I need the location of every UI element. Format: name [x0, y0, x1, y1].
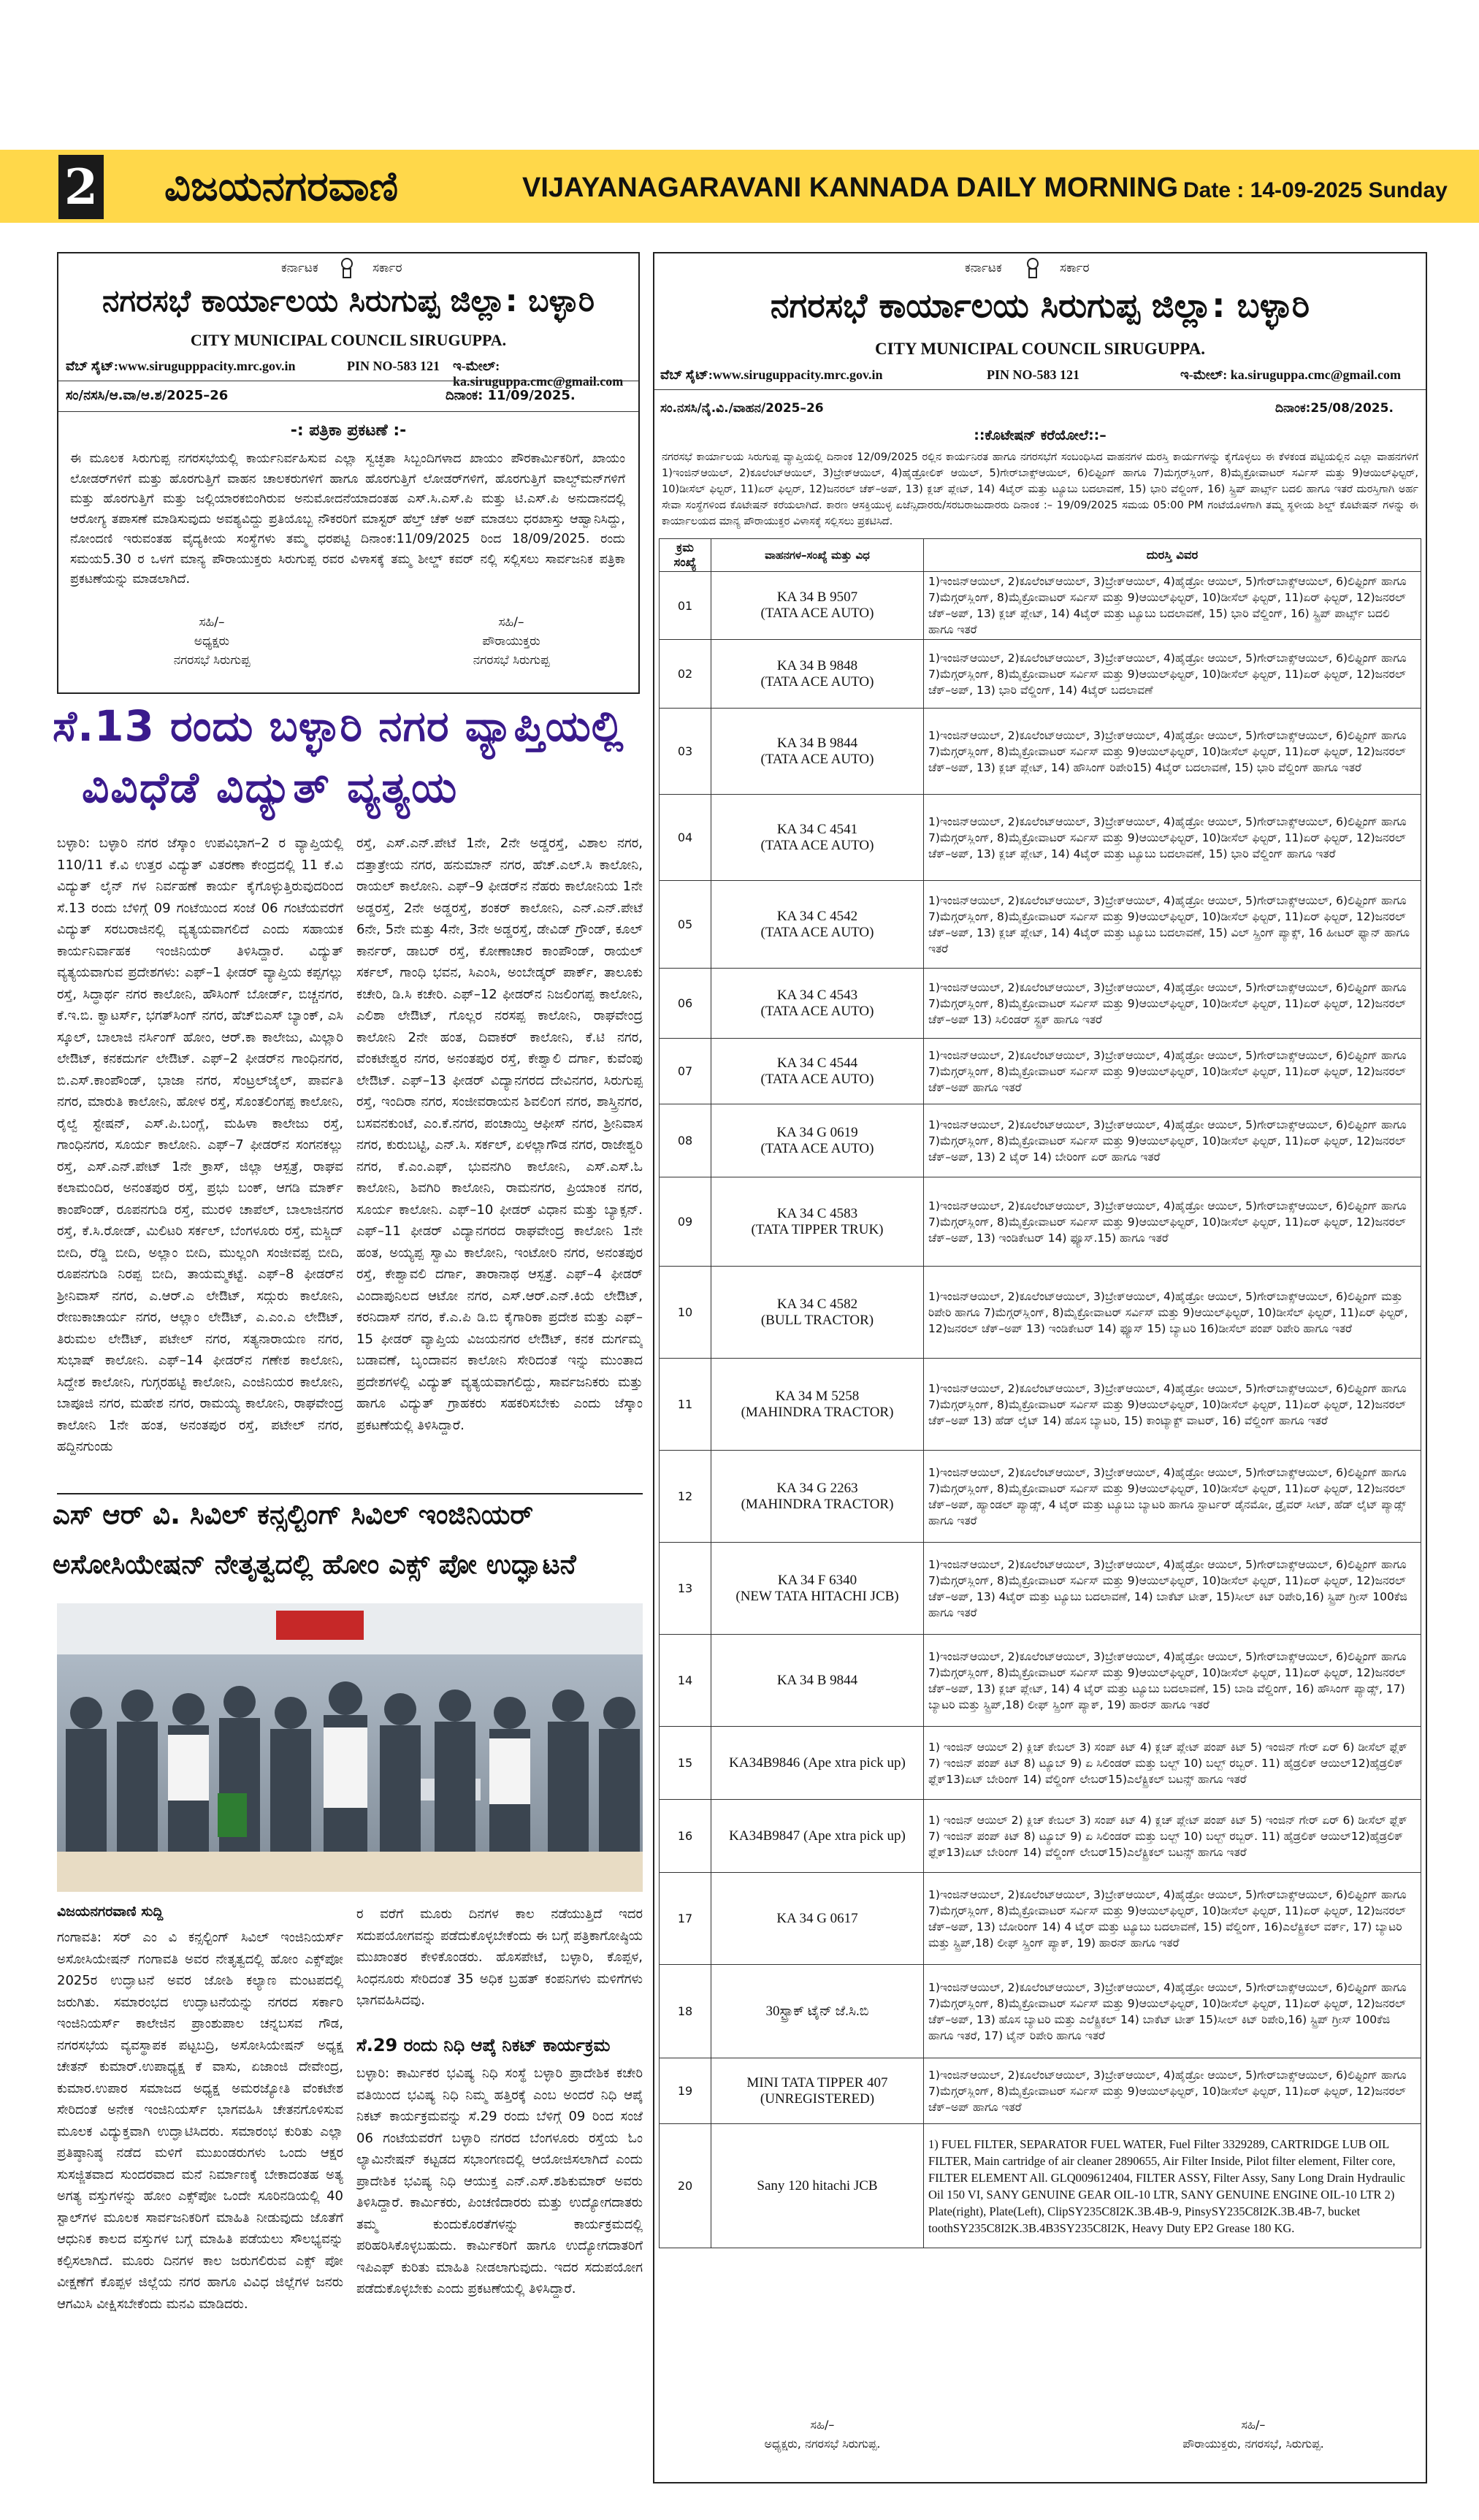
row-repairs: 1)ಇಂಜಿನ್‌ಆಯಿಲ್, 2)ಕೂಲೆಂಟ್‌ಆಯಿಲ್, 3)ಬ್ರೇಕ್‌ಆಯಿಲ್, 4)ಹೈಡ್ರೋ ಆಯಿಲ್, 5)ಗೇರ್‌ಬಾಕ್ಸ್‌ಆಯಿಲ್, 6)ಲಿಫ್ಟಿಂಗ್ ಹಾಗೂ 7)ಮೆಗ್ಗರ್‌ಸ್ಲಿಂಗ್, 8)ಮೈಕ್ರೋವಾಟರ್ ಸರ್ವಿಸ್ ಮತ್ತು 9)ಆಯಿಲ್‌ಫಿಲ್ಟರ್, 10)ಡೀಸೆಲ್ ಫಿಲ್ಟರ್, 11)ಏರ್ ಫಿಲ್ಟರ್, 12)ಜನರಲ್ ಚೆಕ್–ಅಪ್, 13) ಭಾರಿ ವೆಲ್ಡಿಂಗ್, 14) 4ಟೈರ್ ಬದಲಾವಣೆ [924, 640, 1421, 709]
expo-group-photo [57, 1603, 643, 1892]
vehicle-type: (MAHINDRA TRACTOR) [741, 1404, 894, 1420]
vehicle-number: KA34B9846 (Ape xtra pick up) [729, 1755, 906, 1771]
row-serial: 18 [660, 1965, 711, 2058]
vehicle-type: (TATA ACE AUTO) [760, 751, 874, 767]
vehicle-number: KA 34 C 4541 [776, 821, 858, 837]
row-vehicle [711, 640, 924, 709]
vehicle-number: KA 34 C 4582 [776, 1296, 858, 1312]
row-repairs: 1)ಇಂಜಿನ್‌ಆಯಿಲ್, 2)ಕೂಲೆಂಟ್‌ಆಯಿಲ್, 3)ಬ್ರೇಕ್‌ಆಯಿಲ್, 4)ಹೈಡ್ರೋ ಆಯಿಲ್, 5)ಗೇರ್‌ಬಾಕ್ಸ್‌ಆಯಿಲ್, 6)ಲಿಫ್ಟಿಂಗ್ ಹಾಗೂ 7)ಮೆಗ್ಗರ್‌ಸ್ಲಿಂಗ್, 8)ಮೈಕ್ರೋವಾಟರ್ ಸರ್ವಿಸ್ ಮತ್ತು 9)ಆಯಿಲ್‌ಫಿಲ್ಟರ್, 10)ಡೀಸೆಲ್ ಫಿಲ್ಟರ್, 11)ಏರ್ ಫಿಲ್ಟರ್, 12)ಜನರಲ್ ಚೆಕ್–ಅಪ್, 13) ಕ್ಲಚ್ ಪ್ಲೇಟ್, 14) 4ಟೈರ್ ಮತ್ತು ಟ್ಯೂಬು ಬದಲಾವಣೆ, 15) ಭಾರಿ ವೆಲ್ಡಿಂಗ್ ಹಾಗೂ ಇತರೆ [924, 795, 1421, 881]
notice-date: ದಿನಾಂಕ:25/08/2025. [1275, 401, 1394, 416]
signature-right [1107, 2416, 1399, 2454]
row-serial: 17 [660, 1873, 711, 1965]
row-repairs: 1)ಇಂಜಿನ್‌ಆಯಿಲ್, 2)ಕೂಲೆಂಟ್‌ಆಯಿಲ್, 3)ಬ್ರೇಕ್‌ಆಯಿಲ್, 4)ಹೈಡ್ರೋ ಆಯಿಲ್, 5)ಗೇರ್‌ಬಾಕ್ಸ್‌ಆಯಿಲ್, 6)ಲಿಫ್ಟಿಂಗ್ ಹಾಗೂ 7)ಮೆಗ್ಗರ್‌ಸ್ಲಿಂಗ್, 8)ಮೈಕ್ರೋವಾಟರ್ ಸರ್ವಿಸ್ ಮತ್ತು 9)ಆಯಿಲ್‌ಫಿಲ್ಟರ್, 10)ಡೀಸೆಲ್ ಫಿಲ್ಟರ್, 11)ಏರ್ ಫಿಲ್ಟರ್, 12)ಜನರಲ್ ಚೆಕ್–ಅಪ್ 13) ಸಿಲಿಂಡರ್ ಸ್ಟ್ರಕ್ ಹಾಗೂ ಇತರೆ [924, 969, 1421, 1039]
vehicle-number: KA 34 B 9844 [776, 735, 858, 751]
table-row [660, 1965, 1421, 2058]
row-vehicle [711, 1965, 924, 2058]
row-repairs: 1) ಇಂಜಿನ್ ಆಯಿಲ್ 2) ಕ್ಲಿಚ್ ಕೇಬಲ್ 3) ಸಂಪ್ ಕಿಟ್ 4) ಕ್ಲಚ್ ಪ್ಲೇಟ್ ಪಂಪ್ ಕಿಟ್ 5) ಇಂಜಿನ್ ಗೇರ್ ಏರ್ 6) ಡೀಸೆಲ್ ಫ್ಲೆಕ್ 7) ಇಂಜಿನ್ ಪಂಪ್ ಕಿಟ್ 8) ಟ್ಯೂಬ್ 9) ಏ ಸಿಲಿಂಡರ್ ಮತ್ತು ಬಲ್ಬ್ 10) ಬಲ್ಬ್ ರಬ್ಬರ್. 11) ಹೈಡ್ರಲಿಕ್ ಆಯಿಲ್12)ಹೈಡ್ರಲಿಕ್ ಫ್ಲೆಕ್13)ಏಟ್ ಬೇರಿಂಗ್ 14) ವೆಲ್ಡಿಂಗ್ ಲೇಬರ್15)ಎಲೆಕ್ಟ್ರಿಕಲ್ ಬಟನ್ಸ್ ಹಾಗೂ ಇತರೆ [924, 1727, 1421, 1800]
vehicle-number: KA 34 G 0619 [776, 1124, 858, 1140]
photo-illustration [57, 1603, 643, 1892]
row-serial: 06 [660, 969, 711, 1039]
row-repairs: 1)ಇಂಜಿನ್‌ಆಯಿಲ್, 2)ಕೂಲೆಂಟ್‌ಆಯಿಲ್, 3)ಬ್ರೇಕ್‌ಆಯಿಲ್, 4)ಹೈಡ್ರೋ ಆಯಿಲ್, 5)ಗೇರ್‌ಬಾಕ್ಸ್‌ಆಯಿಲ್, 6)ಲಿಫ್ಟಿಂಗ್ ಹಾಗೂ 7)ಮೆಗ್ಗರ್‌ಸ್ಲಿಂಗ್, 8)ಮೈಕ್ರೋವಾಟರ್ ಸರ್ವಿಸ್ ಮತ್ತು 9)ಆಯಿಲ್‌ಫಿಲ್ಟರ್, 10)ಡೀಸೆಲ್ ಫಿಲ್ಟರ್, 11)ಏರ್ ಫಿಲ್ಟರ್, 12)ಜನರಲ್ ಚೆಕ್–ಅಪ್, 13) ಬೋರಿಂಗ್ 14) 4 ಟೈರ್ ಮತ್ತು ಟ್ಯೂಬು ಬದಲಾವಣೆ, 15) ವೆಲ್ಡಿಂಗ್, 16)ಎಲೆಕ್ಟ್ರಿಕಲ್ ವರ್ಕ್, 17) ಬ್ಯಾಟರಿ ಮತ್ತು ಸ್ಟ್ರಿಪ್,18) ಲೀಫ್ ಸ್ಪ್ರಿಂಗ್ ಪ್ಯಾಕ್, 19) ಹಾರನ್ ಹಾಗೂ ಇತರೆ [924, 1873, 1421, 1965]
vehicle-number: KA 34 C 4544 [776, 1055, 858, 1071]
row-serial: 07 [660, 1039, 711, 1104]
story1-column-2: ರಸ್ತೆ, ಎಸ್.ಎನ್.ಪೇಟೆ 1ನೇ, 2ನೇ ಅಡ್ಡರಸ್ತೆ, ವಿಶಾಲ ನಗರ, ದತ್ತಾತ್ರೇಯ ನಗರ, ಹನುಮಾನ್ ನಗರ, ಹೆಚ್.ಎಲ್.ಸಿ ಕಾಲೋನಿ, ರಾಯಲ್ ಕಾಲೋನಿ. ಎಫ್–9 ಫೀಡರ್‌ನ ನೆಹರು ಕಾಲೋನಿಯ 1ನೇ ಅಡ್ಡರಸ್ತೆ, 2ನೇ ಅಡ್ಡರಸ್ತೆ, ಶಂಕರ್ ಕಾಲೋನಿ, ಎನ್.ಎನ್.ಪೇಟೆ 6ನೇ, 5ನೇ ಮತ್ತು 4ನೇ, 3ನೇ ಅಡ್ಡರಸ್ತೆ, ಡೇವಿಡ್ ಗ್ರೌಂಡ್, ಕೂಲ್ ಕಾರ್ನರ್, ಡಾಬರ್ ರಸ್ತೆ, ಕೋಣಾಚಾರ ಕಾಂಪೌಂಡ್, ರಾಯಲ್ ಸರ್ಕಲ್, ಗಾಂಧಿ ಭವನ, ಸಿಎಂಸಿ, ಅಂಬೇಡ್ಕರ್ ಪಾರ್ಕ್, ತಾಲೂಕು ಕಚೇರಿ, ಡಿ.ಸಿ ಕಚೇರಿ. ಎಫ್–12 ಫೀಡರ್‌ನ ನಿಜಲಿಂಗಪ್ಪ ಕಾಲೋನಿ, ಎಲಿಶಾ ಲೇಔಟ್, ಗೊಲ್ಲರ ನರಸಪ್ಪ ಕಾಲೋನಿ, ರಾಘವೇಂದ್ರ ಕಾಲೋನಿ 2ನೇ ಹಂತ, ದಿವಾಕರ್ ಕಾಲೋನಿ, ಕೆ.ಟಿ ನಗರ, ವೆಂಕಟೇಶ್ವರ ನಗರ, ಅನಂತಪುರ ರಸ್ತೆ, ಕೇಶ್ವಾಲಿ ದರ್ಗಾ, ಕುವೆಂಪು ಲೇಔಟ್. ಎಫ್–13 ಫೀಡರ್ ವಿದ್ಯಾನಗರದ ದೇವಿನಗರ, ಸಿರುಗುಪ್ಪ ರಸ್ತೆ, ಇಂದಿರಾ ನಗರ, ಸಂಜೀವರಾಯನ ಶಿವಲಿಂಗ ನಗರ, ಶಾಸ್ತ್ರಿನಗರ, ಬಸವನಕುಂಟೆ, ಎಂ.ಕೆ.ನಗರ, ಪಂಚಾಯ್ತಿ ಆಫೀಸ್ ನಗರ, ಶ್ರೀನಿವಾಸ ನಗರ, ಕುರುಬಟ್ಟಿ, ಎನ್.ಸಿ. ಸರ್ಕಲ್, ಏಳಲ್ಲಾಗೌಡ ನಗರ, ರಾಜೇಶ್ವರಿ ನಗರ, ಕೆ.ಎಂ.ಎಫ್, ಭುವನಗಿರಿ ಕಾಲೋನಿ, ಎಸ್.ಎಸ್.ಓ ಕಾಲೋನಿ, ಶಿವಗಿರಿ ಕಾಲೋನಿ, ರಾಮನಗರ, ಪ್ರಿಯಾಂಕ ನಗರ, ಸೂರ್ಯ ಕಾಲೋನಿ. ಎಫ್–10 ಫೀಡರ್ ವಿಧಾನ ಮತ್ತು ಬ್ಯಾಕ್ಸನ್. ಎಫ್–11 ಫೀಡರ್ ವಿದ್ಯಾನಗರದ ರಾಘವೇಂದ್ರ ಕಾಲೋನಿ 1ನೇ ಹಂತ, ಅಯ್ಯಪ್ಪ ಸ್ವಾಮಿ ಕಾಲೋನಿ, ಇಂಟೋರಿ ನಗರ, ಅನಂತಪುರ ರಸ್ತೆ, ಕೇಶ್ವಾವಲಿ ದರ್ಗಾ, ತಾರಾನಾಥ ಆಸ್ಪತ್ರೆ. ಎಫ್–4 ಫೀಡರ್ ವಿಂದಾಪುನಿಲದ ಆಟೋ ನಗರ, ಎಸ್.ಆರ್.ಎನ್.ಕಿಯೆ ಲೇಔಟ್, ಕರನಿದಾಸ್ ನಗರ, ಕೆ.ಎ.ಪಿ ಡಿ.ಬಿ ಕೈಗಾರಿಕಾ ಪ್ರದೇಶ ಮತ್ತು ಎಫ್–15 ಫೀಡರ್ ವ್ಯಾಪ್ತಿಯ ವಿಜಯನಗರ ಲೇಔಟ್, ಕನಕ ದುರ್ಗಮ್ಮ ಬಡಾವಣೆ, ಬೃಂದಾವನ ಕಾಲೋನಿ ಸೇರಿದಂತೆ ಇನ್ನು ಮುಂತಾದ ಪ್ರದೇಶಗಳಲ್ಲಿ ವಿದ್ಯುತ್ ವ್ಯತ್ಯಯವಾಗಲಿದ್ದು, ಸಾರ್ವಜನಿಕರು ಮತ್ತು ಹಾಗೂ ವಿದ್ಯುತ್ ಗ್ರಾಹಕರು ಸಹಕರಿಸಬೇಕು ಎಂದು ಜೆಸ್ಕಾಂ ಪ್ರಕಟಣೆಯಲ್ಲಿ ತಿಳಿಸಿದ್ದಾರೆ. [356, 836, 643, 1433]
row-repairs: 1) ಇಂಜಿನ್ ಆಯಿಲ್ 2) ಕ್ಲಿಚ್ ಕೇಬಲ್ 3) ಸಂಪ್ ಕಿಟ್ 4) ಕ್ಲಚ್ ಪ್ಲೇಟ್ ಪಂಪ್ ಕಿಟ್ 5) ಇಂಜಿನ್ ಗೇರ್ ಏರ್ 6) ಡೀಸೆಲ್ ಫ್ಲೆಕ್ 7) ಇಂಜಿನ್ ಪಂಪ್ ಕಿಟ್ 8) ಟ್ಯೂಬ್ 9) ಏ ಸಿಲಿಂಡರ್ ಮತ್ತು ಬಲ್ಬ್ 10) ಬಲ್ಬ್ ರಬ್ಬರ್. 11) ಹೈಡ್ರಲಿಕ್ ಆಯಿಲ್12)ಹೈಡ್ರಲಿಕ್ ಫ್ಲೆಕ್13)ಏಟ್ ಬೇರಿಂಗ್ 14) ವೆಲ್ಡಿಂಗ್ ಲೇಬರ್15)ಎಲೆಕ್ಟ್ರಿಕಲ್ ಬಟನ್ಸ್ ಹಾಗೂ ಇತರೆ [924, 1800, 1421, 1873]
divider [654, 389, 1426, 390]
row-repairs: 1)ಇಂಜಿನ್‌ಆಯಿಲ್, 2)ಕೂಲೆಂಟ್‌ಆಯಿಲ್, 3)ಬ್ರೇಕ್‌ಆಯಿಲ್, 4)ಹೈಡ್ರೋ ಆಯಿಲ್, 5)ಗೇರ್‌ಬಾಕ್ಸ್‌ಆಯಿಲ್, 6)ಲಿಫ್ಟಿಂಗ್ ಹಾಗೂ 7)ಮೆಗ್ಗರ್‌ಸ್ಲಿಂಗ್, 8)ಮೈಕ್ರೋವಾಟರ್ ಸರ್ವಿಸ್ ಮತ್ತು 9)ಆಯಿಲ್‌ಫಿಲ್ಟರ್, 10)ಡೀಸೆಲ್ ಫಿಲ್ಟರ್, 11)ಏರ್ ಫಿಲ್ಟರ್, 12)ಜನರಲ್ ಚೆಕ್–ಅಪ್, 13) 4ಟೈರ್ ಮತ್ತು ಟ್ಯೂಬು ಬದಲಾವಣೆ, 14) ಬಾಕೆಟ್ ಟೀತ್, 15)ಸೀಲ್ ಕಿಟ್ ರಿಪೇರಿ,16) ಸ್ಟ್ರಿಪ್ ಗ್ರೀಸ್ 100ಕೆಜಿ ಹಾಗೂ ಇತರೆ [924, 1543, 1421, 1635]
story2-headline-line1: ಎಸ್ ಆರ್ ವಿ. ಸಿವಿಲ್ ಕನ್ಸಲ್ಟಿಂಗ್ ಸಿವಿಲ್ ಇಂಜಿನಿಯರ್ [53, 1499, 533, 1530]
signature-left [684, 2416, 961, 2454]
table-row [660, 795, 1421, 881]
table-row [660, 969, 1421, 1039]
notice-quotation [653, 252, 1427, 2483]
story3-headline: ಸೆ.29 ರಂದು ನಿಧಿ ಆಪ್ಕೆ ನಿಕಟ್ ಕಾರ್ಯಕ್ರಮ [356, 2035, 611, 2055]
table-row [660, 881, 1421, 969]
row-serial: 10 [660, 1267, 711, 1359]
sign-text: ಸಹಿ/– [199, 615, 225, 630]
row-vehicle [711, 1873, 924, 1965]
row-repairs: 1)ಇಂಜಿನ್‌ಆಯಿಲ್, 2)ಕೂಲೆಂಟ್‌ಆಯಿಲ್, 3)ಬ್ರೇಕ್‌ಆಯಿಲ್, 4)ಹೈಡ್ರೋ ಆಯಿಲ್, 5)ಗೇರ್‌ಬಾಕ್ಸ್‌ಆಯಿಲ್, 6)ಲಿಫ್ಟಿಂಗ್ ಮತ್ತು ರಿಪೇರಿ ಹಾಗೂ 7)ಮೆಗ್ಗರ್‌ಸ್ಲಿಂಗ್, 8)ಮೈಕ್ರೋವಾಟರ್ ಸರ್ವಿಸ್ ಮತ್ತು 9)ಆಯಿಲ್‌ಫಿಲ್ಟರ್, 10)ಡೀಸೆಲ್ ಫಿಲ್ಟರ್, 11)ಏರ್ ಫಿಲ್ಟರ್, 12)ಜನರಲ್ ಚೆಕ್–ಅಪ್ 13) ಇಂಡಿಕೇಟರ್ 14) ಫ್ಯೂಸ್ 15) ಬ್ಯಾಟರಿ 16)ಡೀಸೆಲ್ ಪಂಪ್ ರಿಪೇರಿ ಹಾಗೂ ಇತರೆ [924, 1267, 1421, 1359]
table-row [660, 1451, 1421, 1543]
vehicle-type: (NEW TATA HITACHI JCB) [735, 1588, 899, 1604]
row-vehicle [711, 1543, 924, 1635]
sign-title: ಪೌರಾಯುಕ್ತರು, ನಗರಸಭೆ, ಸಿರುಗುಪ್ಪ. [1182, 2437, 1324, 2451]
table-row [660, 1104, 1421, 1177]
row-vehicle [711, 969, 924, 1039]
row-serial: 11 [660, 1359, 711, 1451]
sign-text: ಸಹಿ/– [498, 615, 524, 630]
story1-headline-line1: ಸೆ.13 ರಂದು ಬಳ್ಳಾರಿ ನಗರ ವ್ಯಾಪ್ತಿಯಲ್ಲಿ [53, 701, 624, 751]
vehicle-number: KA 34 M 5258 [775, 1388, 860, 1404]
table-row [660, 1727, 1421, 1800]
vehicle-number: KA 34 B 9848 [776, 657, 858, 673]
vehicle-number: KA 34 G 2263 [776, 1480, 858, 1496]
row-serial: 12 [660, 1451, 711, 1543]
state-emblem-icon [337, 256, 356, 280]
office-name-kannada: ನಗರಸಭೆ ಕಾರ್ಯಾಲಯ ಸಿರುಗುಪ್ಪ ಜಿಲ್ಲಾ: ಬಳ್ಳಾರಿ [770, 286, 1310, 325]
footer-signatures [654, 2416, 1426, 2474]
email: ಇ-ಮೇಲ್: ka.siruguppa.cmc@gmail.com [453, 359, 624, 389]
row-vehicle [711, 1451, 924, 1543]
header-vehicle: ವಾಹನಗಳ–ಸಂಖ್ಯೆ ಮತ್ತು ವಿಧ [711, 539, 924, 572]
table-header-row [660, 539, 1421, 572]
email: ಇ-ಮೇಲ್: ka.siruguppa.cmc@gmail.com [1180, 367, 1401, 382]
vehicle-number: KA 34 C 4542 [776, 908, 858, 924]
vehicle-number: KA 34 C 4543 [776, 987, 858, 1003]
column-divider [57, 1493, 643, 1494]
row-serial: 09 [660, 1177, 711, 1267]
state-emblem-icon [1023, 256, 1042, 280]
vehicle-type: (MAHINDRA TRACTOR) [741, 1496, 894, 1512]
vehicle-type: (TATA ACE AUTO) [760, 673, 874, 690]
pin-code: PIN NO-583 121 [347, 359, 440, 373]
govt-label-right: ಸರ್ಕಾರ [372, 261, 402, 275]
sign-office: ನಗರಸಭೆ ಸಿರುಗುಪ್ಪ [473, 653, 550, 668]
row-vehicle [711, 1635, 924, 1727]
row-vehicle [711, 1800, 924, 1873]
row-repairs: 1)ಇಂಜಿನ್‌ಆಯಿಲ್, 2)ಕೂಲೆಂಟ್‌ಆಯಿಲ್, 3)ಬ್ರೇಕ್‌ಆಯಿಲ್, 4)ಹೈಡ್ರೋ ಆಯಿಲ್, 5)ಗೇರ್‌ಬಾಕ್ಸ್‌ಆಯಿಲ್, 6)ಲಿಫ್ಟಿಂಗ್ ಹಾಗೂ 7)ಮೆಗ್ಗರ್‌ಸ್ಲಿಂಗ್, 8)ಮೈಕ್ರೋವಾಟರ್ ಸರ್ವಿಸ್ ಮತ್ತು 9)ಆಯಿಲ್‌ಫಿಲ್ಟರ್, 10)ಡೀಸೆಲ್ ಫಿಲ್ಟರ್, 11)ಏರ್ ಫಿಲ್ಟರ್, 12)ಜನರಲ್ ಚೆಕ್–ಅಪ್, 13) ಕ್ಲಚ್ ಪ್ಲೇಟ್, 14) 4ಟೈರ್ ಮತ್ತು ಟ್ಯೂಬು ಬದಲಾವಣೆ, 15) ಭಾರಿ ವೆಲ್ಡಿಂಗ್, 16) ಸ್ಟ್ರಿಪ್ ಪಾರ್ಟ್ಸ್ ಬದಲಿ ಹಾಗೂ ಇತರೆ [924, 572, 1421, 640]
row-serial: 20 [660, 2124, 711, 2248]
story2-column-2: ರ ವರೆಗೆ ಮೂರು ದಿನಗಳ ಕಾಲ ನಡೆಯುತ್ತಿದೆ ಇದರ ಸದುಪಯೋಗವನ್ನು ಪಡೆದುಕೊಳ್ಳಬೇಕೆಂದು ಈ ಬಗ್ಗೆ ಪತ್ರಿಕಾಗೋಷ್ಠಿಯ ಮುಖಾಂತರ ಕೇಳಿಕೊಂಡರು. ಹೊಸಪೇಟೆ, ಬಳ್ಳಾರಿ, ಕೊಪ್ಪಳ, ಸಿಂಧನೂರು ಸೇರಿದಂತೆ 35 ಅಧಿಕ ಬ್ರಹತ್ ಕಂಪನಿಗಳು ಮಳಿಗೆಗಳು ಭಾಗವಹಿಸಿದವು. [356, 1906, 643, 2008]
sign-title: ಪೌರಾಯುಕ್ತರು [482, 634, 540, 649]
row-repairs: 1)ಇಂಜಿನ್‌ಆಯಿಲ್, 2)ಕೂಲೆಂಟ್‌ಆಯಿಲ್, 3)ಬ್ರೇಕ್‌ಆಯಿಲ್, 4)ಹೈಡ್ರೋ ಆಯಿಲ್, 5)ಗೇರ್‌ಬಾಕ್ಸ್‌ಆಯಿಲ್, 6)ಲಿಫ್ಟಿಂಗ್ ಹಾಗೂ 7)ಮೆಗ್ಗರ್‌ಸ್ಲಿಂಗ್, 8)ಮೈಕ್ರೋವಾಟರ್ ಸರ್ವಿಸ್ ಮತ್ತು 9)ಆಯಿಲ್‌ಫಿಲ್ಟರ್, 10)ಡೀಸೆಲ್ ಫಿಲ್ಟರ್, 11)ಏರ್ ಫಿಲ್ಟರ್, 12)ಜನರಲ್ ಚೆಕ್–ಅಪ್, 13) ಹೊಸ ಬ್ಯಾಟರಿ ಮತ್ತು ಎಲೆಕ್ಟ್ರಿಕಲ್ 14) ಬಾಕೆಟ್ ಟೀತ್ 15)ಸೀಲ್ ಕಿಟ್ ರಿಪೇರಿ,16) ಸ್ಟ್ರಿಪ್ ಗ್ರೀಸ್ 100ಕೆಜಿ ಹಾಗೂ ಇತರೆ, 17) ಟೈನ್ ರಿಪೇರಿ ಹಾಗೂ ಇತರೆ [924, 1965, 1421, 2058]
row-vehicle [711, 1104, 924, 1177]
vehicle-number: KA34B9847 (Ape xtra pick up) [729, 1828, 906, 1844]
pin-code: PIN NO-583 121 [987, 367, 1079, 382]
website: ವೆಬ್ ಸೈಟ್:www.siruguppacity.mrc.gov.in [660, 367, 883, 382]
vehicle-number: KA 34 G 0617 [776, 1910, 858, 1926]
table-row [660, 1359, 1421, 1451]
row-serial: 08 [660, 1104, 711, 1177]
brand-english: VIJAYANAGARAVANI KANNADA DAILY MORNING [522, 172, 1179, 203]
sign-office: ನಗರಸಭೆ ಸಿರುಗುಪ್ಪ [173, 653, 251, 668]
table-row [660, 1635, 1421, 1727]
header-serial: ಕ್ರಮ ಸಂಖ್ಯೆ [660, 539, 711, 572]
row-serial: 01 [660, 572, 711, 640]
row-vehicle [711, 2058, 924, 2124]
vehicle-number: KA 34 B 9507 [776, 589, 858, 605]
govt-label-right: ಸರ್ಕಾರ [1060, 261, 1090, 275]
page-number: 2 [58, 155, 104, 219]
row-serial: 19 [660, 2058, 711, 2124]
notice-body: ಈ ಮೂಲಕ ಸಿರುಗುಪ್ಪ ನಗರಸಭೆಯಲ್ಲಿ ಕಾರ್ಯನಿರ್ವಹಿಸುವ ಎಲ್ಲಾ ಸ್ವಚ್ಛತಾ ಸಿಬ್ಬಂದಿಗಳಾದ ಖಾಯಂ ಪೌರಕಾರ್ಮಿಕರಿಗೆ, ಖಾಯಂ ಲೋಡರ್‌ಗಳಿಗೆ ಮತ್ತು ಹೊರಗುತ್ತಿಗೆ ವಾಹನ ಚಾಲಕರುಗಳಿಗೆ ಹಾಗೂ ಹೊರಗುತ್ತಿಗೆ ಲೋಡರ್‌ಗಳಿಗೆ, ಹೊರಗುತ್ತಿಗೆ ವಾಲ್ವ್‌ಮನ್‌ಗಳಿಗೆ ಮತ್ತು ಹೊರಗುತ್ತಿಗೆ ಮತ್ತು ಜಲ್ಲಿಯಾರಕಬಿಂಗಿರುವ ಅನುಮೋದನೆಯಾದಂತಹ ಎಸ್.ಸಿ.ಎಸ್.ಪಿ ಮತ್ತು ಟಿ.ಎಸ್.ಪಿ ಅನುದಾನದಲ್ಲಿ ಆರೋಗ್ಯ ತಪಾಸಣೆ ಮಾಡಿಸುವುದು ಅವಶ್ಯವಿದ್ದು ಪ್ರತಿಯೊಬ್ಬ ನೌಕರರಿಗೆ ಮಾಸ್ಟರ್ ಹೆಲ್ತ್ ಚೆಕ್ ಅಪ್ ಮಾಡಲು ಧರಖಾಸ್ತು ಆಹ್ವಾನಿಸಿದ್ದು, ನೋಂದಣಿ ಇರುವಂತಹ ವೈದ್ಯಕೀಯ ಸಂಸ್ಥೆಗಳು ತಮ್ಮ ಧರಪಟ್ಟಿ ದಿನಾಂಕ:11/09/2025 ರಿಂದ 18/09/2025. ರಂದು ಸಮಯ5.30 ರ ಒಳಗೆ ಮಾನ್ಯ ಪೌರಾಯುಕ್ತರು ಸಿರುಗುಪ್ಪ ರವರ ವಿಳಾಸಕ್ಕೆ ತಮ್ಮ ಶೀಲ್ಡ್ ಕವರ್ ನಲ್ಲಿ ಸಲ್ಲಿಸಲು ಸಾರ್ವಜನಿಕ ಪತ್ರಿಕಾ ಪ್ರಕಟಣೆಯನ್ನು ಮಾಡಲಾಗಿದೆ. [70, 451, 625, 587]
table-row [660, 709, 1421, 795]
row-repairs: 1)ಇಂಜಿನ್‌ಆಯಿಲ್, 2)ಕೂಲೆಂಟ್‌ಆಯಿಲ್, 3)ಬ್ರೇಕ್‌ಆಯಿಲ್, 4)ಹೈಡ್ರೋ ಆಯಿಲ್, 5)ಗೇರ್‌ಬಾಕ್ಸ್‌ಆಯಿಲ್, 6)ಲಿಫ್ಟಿಂಗ್ ಹಾಗೂ 7)ಮೆಗ್ಗರ್‌ಸ್ಲಿಂಗ್, 8)ಮೈಕ್ರೋವಾಟರ್ ಸರ್ವಿಸ್ ಮತ್ತು 9)ಆಯಿಲ್‌ಫಿಲ್ಟರ್, 10)ಡೀಸೆಲ್ ಫಿಲ್ಟರ್, 11)ಏರ್ ಫಿಲ್ಟರ್, 12)ಜನರಲ್ ಚೆಕ್–ಅಪ್, 13) ಕ್ಲಚ್ ಪ್ಲೇಟ್, 14) 4ಟೈರ್ ಮತ್ತು ಟ್ಯೂಬು ಬದಲಾವಣೆ, 15) ವಿಲ್ ಸ್ಪ್ರಿಂಗ್ ಪ್ಯಾಕ್ಸ್, 16 ಹೀಟರ್ ಫ್ಯಾನ್ ಹಾಗೂ ಇತರೆ [924, 881, 1421, 969]
table-row [660, 1267, 1421, 1359]
row-vehicle [711, 572, 924, 640]
govt-label-left: ಕರ್ನಾಟಕ [965, 261, 1002, 275]
notice-title: -: ಪತ್ರಿಕಾ ಪ್ರಕಟಣೆ :- [290, 421, 407, 440]
vehicle-type: (TATA ACE AUTO) [760, 1003, 874, 1019]
row-repairs: 1)ಇಂಜಿನ್‌ಆಯಿಲ್, 2)ಕೂಲೆಂಟ್‌ಆಯಿಲ್, 3)ಬ್ರೇಕ್‌ಆಯಿಲ್, 4)ಹೈಡ್ರೋ ಆಯಿಲ್, 5)ಗೇರ್‌ಬಾಕ್ಸ್‌ಆಯಿಲ್, 6)ಲಿಫ್ಟಿಂಗ್ ಹಾಗೂ 7)ಮೆಗ್ಗರ್‌ಸ್ಲಿಂಗ್, 8)ಮೈಕ್ರೋವಾಟರ್ ಸರ್ವಿಸ್ ಮತ್ತು 9)ಆಯಿಲ್‌ಫಿಲ್ಟರ್, 10)ಡೀಸೆಲ್ ಫಿಲ್ಟರ್, 11)ಏರ್ ಫಿಲ್ಟರ್, 12)ಜನರಲ್ ಚೆಕ್–ಅಪ್, 13) ಕ್ಲಚ್ ಪ್ಲೇಟ್, 14) 4 ಟೈರ್ ಮತ್ತು ಟ್ಯೂಬು ಬದಲಾವಣೆ, 15) ಬಾಡಿ ವೆಲ್ಡಿಂಗ್, 16) ಹೌಸಿಂಗ್ ಪ್ಯಾಡ್ಸ್, 17) ಬ್ಯಾಟರಿ ಮತ್ತು ಸ್ಟ್ರಿಪ್,18) ಲೀಫ್ ಸ್ಪ್ರಿಂಗ್ ಪ್ಯಾಕ್, 19) ಹಾರನ್ ಹಾಗೂ ಇತರೆ [924, 1635, 1421, 1727]
office-name-english: CITY MUNICIPAL COUNCIL SIRUGUPPA. [190, 331, 507, 349]
row-serial: 03 [660, 709, 711, 795]
notice-title: ::ಕೊಟೇಷನ್ ಕರೆಯೋಲೆ::– [974, 427, 1107, 443]
divider [58, 411, 638, 412]
sign-title: ಅಧ್ಯಕ್ಷರು, ನಗರಸಭೆ ಸಿರುಗುಪ್ಪ. [764, 2437, 881, 2451]
repair-table-body [660, 572, 1421, 2248]
table-row [660, 640, 1421, 709]
story2-headline-line2: ಅಸೋಸಿಯೇಷನ್ ನೇತೃತ್ವದಲ್ಲಿ ಹೋಂ ಎಕ್ಸ್ ಪೋ ಉದ್ಘಾಟನೆ [53, 1549, 576, 1580]
vehicle-number: KA 34 C 4583 [776, 1205, 858, 1221]
notice-date: ದಿನಾಂಕ: 11/09/2025. [446, 388, 576, 403]
row-vehicle [711, 881, 924, 969]
row-serial: 14 [660, 1635, 711, 1727]
story1-headline-line2: ವಿವಿಧೆಡೆ ವಿದ್ಯುತ್ ವ್ಯತ್ಯಯ [82, 763, 459, 812]
vehicle-number: MINI TATA TIPPER 407 (UNREGISTERED) [746, 2074, 888, 2107]
table-row [660, 1800, 1421, 1873]
brand-kannada: ವಿಜಯನಗರವಾಣಿ [164, 162, 399, 210]
vehicle-type: (TATA ACE AUTO) [760, 924, 874, 940]
office-name-kannada: ನಗರಸಭೆ ಕಾರ್ಯಾಲಯ ಸಿರುಗುಪ್ಪ ಜಿಲ್ಲಾ: ಬಳ್ಳಾರಿ [102, 283, 595, 318]
vehicle-number: Sany 120 hitachi JCB [757, 2177, 878, 2193]
story3-body: ಬಳ್ಳಾರಿ: ಕಾರ್ಮಿಕರ ಭವಿಷ್ಯ ನಿಧಿ ಸಂಸ್ಥೆ ಬಳ್ಳಾರಿ ಪ್ರಾದೇಶಿಕ ಕಚೇರಿ ವತಿಯಿಂದ ಭವಿಷ್ಯ ನಿಧಿ ನಿಮ್ಮ ಹತ್ತಿರಕ್ಕೆ ಎಂಬ ಅಂದರೆ ನಿಧಿ ಆಪ್ಕೆ ನಿಕಟ್ ಕಾರ್ಯಕ್ರಮವನ್ನು ಸೆ.29 ರಂದು ಬೆಳಿಗ್ಗೆ 09 ರಿಂದ ಸಂಜೆ 06 ಗಂಟೆಯವರೆಗೆ ಬಳ್ಳಾರಿ ನಗರದ ಬೆಂಗಳೂರು ರಸ್ತೆಯ ಓಂ ಲ್ಯಾಮಿನೇಷನ್ ಕಟ್ಟಡದ ಸಭಾಂಗಣದಲ್ಲಿ ಆಯೋಜಿಸಲಾಗಿದೆ ಎಂದು ಪ್ರಾದೇಶಿಕ ಭವಿಷ್ಯ ನಿಧಿ ಆಯುಕ್ತ ಎನ್.ಎಸ್.ಶಶಿಕುಮಾರ್ ಅವರು ತಿಳಿಸಿದ್ದಾರೆ. ಕಾರ್ಮಿಕರು, ಪಿಂಚಣಿದಾರರು ಮತ್ತು ಉದ್ಯೋಗದಾತರು ತಮ್ಮ ಕುಂದುಕೊರತೆಗಳನ್ನು ಕಾರ್ಯಕ್ರಮದಲ್ಲಿ ಪರಿಹರಿಸಿಕೊಳ್ಳಬಹುದು. ಕಾರ್ಮಿಕರಿಗೆ ಹಾಗೂ ಉದ್ಯೋಗದಾತರಿಗೆ ಇಪಿಎಫ್ ಕುರಿತು ಮಾಹಿತಿ ನೀಡಲಾಗುವುದು. ಇದರ ಸದುಪಯೋಗ ಪಡೆದುಕೊಳ್ಳಬೇಕು ಎಂದು ಪ್ರಕಟಣೆಯಲ್ಲಿ ತಿಳಿಸಿದ್ದಾರೆ. [356, 2066, 643, 2296]
story2-column-1: ಗಂಗಾವತಿ: ಸರ್ ಎಂ ವಿ ಕನ್ಸಲ್ಟಿಂಗ್ ಸಿವಿಲ್ ಇಂಜಿನಿಯರ್ಸ್ ಅಸೋಸಿಯೇಷನ್ ಗಂಗಾವತಿ ಅವರ ನೇತೃತ್ವದಲ್ಲಿ ಹೋಂ ಎಕ್ಸ್‌ಪೋ 2025ರ ಉದ್ಘಾಟನೆ ಅವರ ಜೋಶಿ ಕಲ್ಯಾಣ ಮಂಟಪದಲ್ಲಿ ಜರುಗಿತು. ಸಮಾರಂಭದ ಉದ್ಘಾಟನೆಯನ್ನು ನಗರದ ಸರ್ಕಾರಿ ಇಂಜಿನಿಯರ್ಸ್ ಕಾಲೇಜಿನ ಪ್ರಾಂಶುಪಾಲ ಚನ್ನಬಸವ ಗೌಡ, ನಗರಸಭೆಯ ವ್ಯವಸ್ಥಾಪಕ ಪಟ್ಟಬದ್ರಿ, ಅಸೋಸಿಯೇಷನ್ ಅಧ್ಯಕ್ಷ ಚೇತನ್ ಕುಮಾರ್.ಉಪಾಧ್ಯಕ್ಷ ಕೆ ವಾಸು, ಏಜಾಂಜಿ ದೇವೇಂದ್ರ, ಕುಮಾರ.ಉಪಾರ ಸಮಾಜದ ಅಧ್ಯಕ್ಷ ಅಮರಜ್ಯೋತಿ ವೆಂಕಟೇಶ ಸೇರಿದಂತೆ ಅನೇಕ ಇಂಜಿನಿಯರ್ಸ್ ಭಾಗವಹಿಸಿ ಚೇತನಗೊಳಿಸುವ ಮೂಲಕ ವಿದ್ಯುಕ್ತವಾಗಿ ಉದ್ಘಾಟಿಸಿದರು. ಸಮಾರಂಭ ಕುರಿತು ಎಲ್ಲಾ ಪ್ರತಿಷ್ಠಾನಿಷ್ಠ ನಡೆದ ಮಳಿಗೆ ಮುಖಂಡರುಗಳು ಒಂದು ಆಕ್ಷರ ಸುಸಜ್ಜಿತವಾದ ಸುಂದರವಾದ ಮನೆ ನಿರ್ಮಾಣಕ್ಕೆ ಬೇಕಾದಂತಹ ಅತ್ಯ ಅಗತ್ಯ ವಸ್ತುಗಳನ್ನು ಹೋಂ ಎಕ್ಸ್‌ಪೋ ಒಂದೇ ಸೂರಿನಡಿಯಲ್ಲಿ 40 ಸ್ಟಾಲ್‌ಗಳ ಮೂಲಕ ಸಾರ್ವಜನಿಕರಿಗೆ ಮಾಹಿತಿ ನೀಡುವುದು ಜೊತೆಗೆ ಆಧುನಿಕ ಕಾಲದ ವಸ್ತುಗಳ ಬಗ್ಗೆ ಮಾಹಿತಿ ಪಡೆಯಲು ಸೌಲಭ್ಯವನ್ನು ಕಲ್ಪಿಸಲಾಗಿದೆ. ಮೂರು ದಿನಗಳ ಕಾಲ ಜರುಗಲಿರುವ ಎಕ್ಸ್ ಪೋ ವೀಕ್ಷಣೆಗೆ ಕೊಪ್ಪಳ ಜಿಲ್ಲೆಯ ನಗರ ಹಾಗೂ ವಿವಿಧ ಜಿಲ್ಲೆಗಳ ಜನರು ಆಗಮಿಸಿ ವೀಕ್ಷಿಸಬೇಕೆಂದು ಮನವಿ ಮಾಡಿದರು. [57, 1930, 343, 2312]
row-repairs: 1)ಇಂಜಿನ್‌ಆಯಿಲ್, 2)ಕೂಲೆಂಟ್‌ಆಯಿಲ್, 3)ಬ್ರೇಕ್‌ಆಯಿಲ್, 4)ಹೈಡ್ರೋ ಆಯಿಲ್, 5)ಗೇರ್‌ಬಾಕ್ಸ್‌ಆಯಿಲ್, 6)ಲಿಫ್ಟಿಂಗ್ ಹಾಗೂ 7)ಮೆಗ್ಗರ್‌ಸ್ಲಿಂಗ್, 8)ಮೈಕ್ರೋವಾಟರ್ ಸರ್ವಿಸ್ ಮತ್ತು 9)ಆಯಿಲ್‌ಫಿಲ್ಟರ್, 10)ಡೀಸೆಲ್ ಫಿಲ್ಟರ್, 11)ಏರ್ ಫಿಲ್ಟರ್, 12)ಜನರಲ್ ಚೆಕ್–ಅಪ್, ಹ್ಯಾಂಡಲ್ ಪ್ಯಾಡ್ಸ್, 4 ಟೈರ್ ಮತ್ತು ಟ್ಯೂಬು ಬ್ಯಾಟರಿ ಹಾಗೂ ಸ್ಟಾರ್ಟರ್ ಡೈನಮೋ, ಡ್ರೈವರ್ ಸೀಟ್, ಹೆಡ್ ಲೈಟ್ ಪ್ಯಾಡ್ಸ್ ಹಾಗೂ ಇತರೆ [924, 1451, 1421, 1543]
row-vehicle [711, 1177, 924, 1267]
table-row [660, 1873, 1421, 1965]
vehicle-type: (TATA TIPPER TRUK) [751, 1221, 884, 1237]
row-serial: 05 [660, 881, 711, 969]
row-repairs: 1) FUEL FILTER, SEPARATOR FUEL WATER, Fuel Filter 3329289, CARTRIDGE LUB OIL FILTER, Main cartridge of air cleaner 2890655, Air Filter Inside, Pilot filter element, Filter core, FILTER ELEMENT All. GLQ009612404, FILTER ASSY, Filter Assy, Sany Long Drain Hydraulic Oil 150 VI, SANY GENUINE GEAR OIL-10 LTR, SANY GENUINE ENGINE OIL-10 LTR 2) Plate(right), Plate(Left), ClipSY235C8I2K.3B.4B-9, PinsySY235C8I2K.3B.4B-7, bucket toothSY235C8I2K.3B.4B3SY235C8I2K, Heavy Duty EP2 Grease 180 KG. [924, 2124, 1421, 2248]
signature-right [438, 613, 584, 670]
sign-text: ಸಹಿ/– [810, 2418, 835, 2432]
row-repairs: 1)ಇಂಜಿನ್‌ಆಯಿಲ್, 2)ಕೂಲೆಂಟ್‌ಆಯಿಲ್, 3)ಬ್ರೇಕ್‌ಆಯಿಲ್, 4)ಹೈಡ್ರೋ ಆಯಿಲ್, 5)ಗೇರ್‌ಬಾಕ್ಸ್‌ಆಯಿಲ್, 6)ಲಿಫ್ಟಿಂಗ್ ಹಾಗೂ 7)ಮೆಗ್ಗರ್‌ಸ್ಲಿಂಗ್, 8)ಮೈಕ್ರೋವಾಟರ್ ಸರ್ವಿಸ್ ಮತ್ತು 9)ಆಯಿಲ್‌ಫಿಲ್ಟರ್, 10)ಡೀಸೆಲ್ ಫಿಲ್ಟರ್, 11)ಏರ್ ಫಿಲ್ಟರ್, 12)ಜನರಲ್ ಚೆಕ್–ಅಪ್ 13) ಹೆಡ್ ಲೈಟ್ 14) ಹೊಸ ಬ್ಯಾಟರಿ, 15) ಕಾಂಟ್ಯಾಕ್ಟ್ ವಾಟರ್, 16) ವೆಲ್ಡಿಂಗ್ ಹಾಗೂ ಇತರೆ [924, 1359, 1421, 1451]
notice-intro: ನಗರಸಭೆ ಕಾರ್ಯಾಲಯ ಸಿರುಗುಪ್ಪ ವ್ಯಾಪ್ತಿಯಲ್ಲಿ ದಿನಾಂಕ 12/09/2025 ರಲ್ಲಿನ ಕಾರ್ಯನಿರತ ಹಾಗೂ ನಗರಸಭೆಗೆ ಸಂಬಂಧಿಸಿದ ವಾಹನಗಳ ದುರಸ್ತಿ ಕಾರ್ಯಗಳನ್ನು ಕೈಗೊಳ್ಳಲು ಈ ಕೆಳಕಂಡ ಪಟ್ಟಿಯಲ್ಲಿನ ಎಲ್ಲಾ ವಾಹನಗಳಿಗೆ 1)ಇಂಜಿನ್‌ಆಯಿಲ್, 2)ಕೂಲೆಂಟ್‌ಆಯಿಲ್, 3)ಬ್ರೇಕ್‌ಆಯಿಲ್, 4)ಹೈಡ್ರೋಲಿಕ್ ಆಯಿಲ್, 5)ಗೇರ್‌ಬಾಕ್ಸ್‌ಆಯಿಲ್, 6)ಲಿಫ್ಟಿಂಗ್ ಹಾಗೂ 7)ಮೆಗ್ಗರ್‌ಸ್ಲಿಂಗ್, 8)ಮೈಕ್ರೋವಾಟರ್ ಸರ್ವಿಸ್ ಮತ್ತು 9)ಆಯಿಲ್‌ಫಿಲ್ಟರ್, 10)ಡೀಸೆಲ್ ಫಿಲ್ಟರ್, 11)ಏರ್ ಫಿಲ್ಟರ್, 12)ಜನರಲ್ ಚೆಕ್–ಅಪ್, 13) ಕ್ಲಚ್ ಪ್ಲೇಟ್, 14) 4ಟೈರ್ ಮತ್ತು ಟ್ಯೂಬು ಬದಲಾವಣೆ, 15) ಭಾರಿ ವೆಲ್ಡಿಂಗ್, 16) ಸ್ಟ್ರಿಪ್ ಪಾರ್ಟ್ಸ್ ಬದಲಿ ಹಾಗೂ ಇತರೆ ದುರಸ್ತಿಗಾಗಿ ಅರ್ಹ ಸೇವಾ ಸಂಸ್ಥೆಗಳಿಂದ ಕೊಟೇಷನ್ ಕರೆಯಲಾಗಿದೆ. ಕಾರಣ ಆಸಕ್ತಿಯುಳ್ಳ ಏಜೆನ್ಸಿದಾರರು/ಸರಬರಾಜುದಾರರು ದಿನಾಂಕ :– 19/09/2025 ಸಮಯ 05:00 PM ಗಂಟೆಯೊಳಗಾಗಿ ತಮ್ಮ ಸ್ಥಳೀಯ ಶಿಲ್ಡ್ ಕೊಟೇಷನ್ ಗಳನ್ನು ಈ ಕಾರ್ಯಾಲಯದ ಮಾನ್ಯ ಪೌರಾಯುಕ್ತರ ವಿಳಾಸಕ್ಕೆ ಸಲ್ಲಿಸಲು ಪ್ರಕಟಿಸಿದೆ. [662, 451, 1418, 527]
story2-byline: ವಿಜಯನಗರವಾಣಿ ಸುದ್ದಿ [57, 1904, 164, 1920]
row-vehicle [711, 795, 924, 881]
issue-date: Date : 14-09-2025 Sunday [1183, 178, 1448, 202]
table-row [660, 1039, 1421, 1104]
row-repairs: 1)ಇಂಜಿನ್‌ಆಯಿಲ್, 2)ಕೂಲೆಂಟ್‌ಆಯಿಲ್, 3)ಬ್ರೇಕ್‌ಆಯಿಲ್, 4)ಹೈಡ್ರೋ ಆಯಿಲ್, 5)ಗೇರ್‌ಬಾಕ್ಸ್‌ಆಯಿಲ್, 6)ಲಿಫ್ಟಿಂಗ್ ಹಾಗೂ 7)ಮೆಗ್ಗರ್‌ಸ್ಲಿಂಗ್, 8)ಮೈಕ್ರೋವಾಟರ್ ಸರ್ವಿಸ್ ಮತ್ತು 9)ಆಯಿಲ್‌ಫಿಲ್ಟರ್, 10)ಡೀಸೆಲ್ ಫಿಲ್ಟರ್, 11)ಏರ್ ಫಿಲ್ಟರ್, 12)ಜನರಲ್ ಚೆಕ್–ಅಪ್ ಹಾಗೂ ಇತರೆ [924, 1039, 1421, 1104]
sign-title: ಅಧ್ಯಕ್ಷರು [194, 634, 230, 649]
row-repairs: 1)ಇಂಜಿನ್‌ಆಯಿಲ್, 2)ಕೂಲೆಂಟ್‌ಆಯಿಲ್, 3)ಬ್ರೇಕ್‌ಆಯಿಲ್, 4)ಹೈಡ್ರೋ ಆಯಿಲ್, 5)ಗೇರ್‌ಬಾಕ್ಸ್‌ಆಯಿಲ್, 6)ಲಿಫ್ಟಿಂಗ್ ಹಾಗೂ 7)ಮೆಗ್ಗರ್‌ಸ್ಲಿಂಗ್, 8)ಮೈಕ್ರೋವಾಟರ್ ಸರ್ವಿಸ್ ಮತ್ತು 9)ಆಯಿಲ್‌ಫಿಲ್ಟರ್, 10)ಡೀಸೆಲ್ ಫಿಲ್ಟರ್, 11)ಏರ್ ಫಿಲ್ಟರ್, 12)ಜನರಲ್ ಚೆಕ್–ಅಪ್, 13) ಇಂಡಿಕೇಟರ್ 14) ಫ್ಯೂಸ್.15) ಹಾಗೂ ಇತರೆ [924, 1177, 1421, 1267]
vehicle-type: (TATA ACE AUTO) [760, 1140, 874, 1156]
signature-left [139, 613, 285, 670]
row-vehicle [711, 1039, 924, 1104]
notice-press-release [57, 252, 640, 694]
row-serial: 16 [660, 1800, 711, 1873]
vehicle-number: KA 34 F 6340 [777, 1572, 857, 1588]
table-row [660, 2124, 1421, 2248]
repair-table [659, 538, 1421, 2248]
story1-column-1: ಬಳ್ಳಾರಿ: ಬಳ್ಳಾರಿ ನಗರ ಜೆಸ್ಕಾಂ ಉಪವಿಭಾಗ–2 ರ ವ್ಯಾಪ್ತಿಯಲ್ಲಿ 110/11 ಕೆ.ವಿ ಉತ್ತರ ವಿದ್ಯುತ್ ವಿತರಣಾ ಕೇಂದ್ರದಲ್ಲಿ 11 ಕೆ.ವಿ ವಿದ್ಯುತ್ ಲೈನ್ ಗಳ ನಿರ್ವಹಣೆ ಕಾರ್ಯ ಕೈಗೊಳ್ಳುತ್ತಿರುವುದರಿಂದ ಸೆ.13 ರಂದು ಬೆಳಿಗ್ಗೆ 09 ಗಂಟೆಯಿಂದ ಸಂಜೆ 06 ಗಂಟೆಯವರೆಗೆ ವಿದ್ಯುತ್ ಸರಬರಾಜಿನಲ್ಲಿ ವ್ಯತ್ಯಯವಾಗಲಿದೆ ಎಂದು ಸಹಾಯಕ ಕಾರ್ಯನಿರ್ವಾಹಕ ಇಂಜಿನಿಯರ್ ತಿಳಿಸಿದ್ದಾರೆ. ವಿದ್ಯುತ್ ವ್ಯತ್ಯಯವಾಗುವ ಪ್ರದೇಶಗಳು: ಎಫ್–1 ಫೀಡರ್ ವ್ಯಾಪ್ತಿಯ ಕಪ್ಪಗಲ್ಲು ರಸ್ತೆ, ಸಿದ್ಧಾರ್ಥ ನಗರ ಕಾಲೋನಿ, ಹೌಸಿಂಗ್ ಬೋರ್ಡ್, ಬಿಚ್ಚನಗರ, ಕೆ.ಇ.ಬಿ. ಕ್ವಾಟರ್ಸ್, ಭಗತ್‌ಸಿಂಗ್ ನಗರ, ಹೆಚ್‌ಬಿಎಸ್ ಬ್ಯಾಂಕ್, ಎಸಿ ಸ್ಕೂಲ್, ಬಾಲಾಜಿ ನರ್ಸಿಂಗ್ ಹೋಂ, ಆರ್.ಕಾ ಕಾಲೇಜು, ಮಿಲ್ಲಾರಿ ಲೇಔಟ್, ಕನಕದುರ್ಗ ಲೇಔಟ್. ಎಫ್–2 ಫೀಡರ್‌ನ ಗಾಂಧಿನಗರ, ಬಿ.ಎಸ್.ಕಾಂಪೌಂಡ್, ಭಾಜಾ ನಗರ, ಸೆಂಟ್ರಲ್‌ಜೈಲ್, ಪಾರ್ವತಿ ನಗರ, ಮಾರುತಿ ಕಾಲೋನಿ, ಹೋಳ ರಸ್ತೆ, ಸೊಂತಲಿಂಗಪ್ಪ ಕಾಲೋನಿ, ರೈಲ್ವೆ ಸ್ಟೇಷನ್, ಎಸ್.ಪಿ.ಬಂಗ್ಲೆ, ಮಹಿಳಾ ಕಾಲೇಜು ರಸ್ತೆ, ಗಾಂಧಿನಗರ, ಸೂರ್ಯ ಕಾಲೋನಿ. ಎಫ್–7 ಫೀಡರ್‌ನ ಸಂಗನಕಲ್ಲು ರಸ್ತೆ, ಎಸ್.ಎನ್.ಪೇಟ್ 1ನೇ ಕ್ರಾಸ್, ಜಿಲ್ಲಾ ಆಸ್ಪತ್ರೆ, ರಾಘವ ಕಲಾಮಂದಿರ, ಅನಂತಪುರ ರಸ್ತೆ, ಪ್ರಭು ಬಂಕ್, ಆಗಡಿ ಮಾರ್ಕ್ ಕಾಂಪೌಂಡ್, ರೂಪನಗುಡಿ ರಸ್ತೆ, ಮುರಳಿ ಚಾಪೆಲ್, ಬಾಲಾಜಿನಗರ ರಸ್ತೆ, ಕೆ.ಸಿ.ರೋಡ್, ಮಿಲಿಟರಿ ಸರ್ಕಲ್, ಬೆಂಗಳೂರು ರಸ್ತೆ, ಮಸ್ಜಿದ್ ಬೀದಿ, ರೆಡ್ಡಿ ಬೀದಿ, ಅಲ್ಲಾಂ ಬೀದಿ, ಮುಲ್ಲಂಗಿ ಸಂಜೀವಪ್ಪ ಬೀದಿ, ರೂಪನಗುಡಿ ನಿರಪ್ಪ ಬೀದಿ, ತಾಯಮ್ಮಕಟ್ಟೆ. ಎಫ್–8 ಫೀಡರ್‌ನ ಶ್ರೀನಿವಾಸ್ ನಗರ, ಎ.ಆರ್.ಎ ಲೇಔಟ್, ಸದ್ಗುರು ಕಾಲೋನಿ, ರೇಣುಕಾಚಾರ್ಯ ನಗರ, ಆಲ್ಲಾಂ ಲೇಔಟ್, ಎ.ಎಂ.ಎ ಲೇಔಟ್, ತಿರುಮಲ ಲೇಔಟ್, ಪಟೇಲ್ ನಗರ, ಸತ್ಯನಾರಾಯಣ ನಗರ, ಸುಭಾಷ್ ಕಾಲೋನಿ. ಎಫ್–14 ಫೀಡರ್‌ನ ಗಣೇಶ ಕಾಲೋನಿ, ಸಿದ್ದೇಶ ಕಾಲೋನಿ, ಗುಗ್ಗರಹಟ್ಟಿ ಕಾಲೋನಿ, ಎಂಜಿನಿಯರ ಕಾಲೋನಿ, ಬಾಪೂಜಿ ನಗರ, ಮಹೇಶ ನಗರ, ರಾಮಯ್ಯ ಕಾಲೋನಿ, ರಾಘವೇಂದ್ರ ಕಾಲೋನಿ 1ನೇ ಹಂತ, ಅನಂತಪುರ ರಸ್ತೆ, ಪಟೇಲ್ ನಗರ, ಹದ್ದಿನಗುಂಡು [57, 836, 343, 1454]
sign-text: ಸಹಿ/– [1241, 2418, 1266, 2432]
row-serial: 04 [660, 795, 711, 881]
row-repairs: 1)ಇಂಜಿನ್‌ಆಯಿಲ್, 2)ಕೂಲೆಂಟ್‌ಆಯಿಲ್, 3)ಬ್ರೇಕ್‌ಆಯಿಲ್, 4)ಹೈಡ್ರೋ ಆಯಿಲ್, 5)ಗೇರ್‌ಬಾಕ್ಸ್‌ಆಯಿಲ್, 6)ಲಿಫ್ಟಿಂಗ್ ಹಾಗೂ 7)ಮೆಗ್ಗರ್‌ಸ್ಲಿಂಗ್, 8)ಮೈಕ್ರೋವಾಟರ್ ಸರ್ವಿಸ್ ಮತ್ತು 9)ಆಯಿಲ್‌ಫಿಲ್ಟರ್, 10)ಡೀಸೆಲ್ ಫಿಲ್ಟರ್, 11)ಏರ್ ಫಿಲ್ಟರ್, 12)ಜನರಲ್ ಚೆಕ್–ಅಪ್, 13) ಕ್ಲಚ್ ಪ್ಲೇಟ್, 14) ಹೌಸಿಂಗ್ ರಿಪೇರಿ15) 4ಟೈರ್ ಬದಲಾವಣೆ, 15) ಭಾರಿ ವೆಲ್ಡಿಂಗ್ ಹಾಗೂ ಇತರೆ [924, 709, 1421, 795]
vehicle-type: (BULL TRACTOR) [760, 1312, 874, 1328]
row-repairs: 1)ಇಂಜಿನ್‌ಆಯಿಲ್, 2)ಕೂಲೆಂಟ್‌ಆಯಿಲ್, 3)ಬ್ರೇಕ್‌ಆಯಿಲ್, 4)ಹೈಡ್ರೋ ಆಯಿಲ್, 5)ಗೇರ್‌ಬಾಕ್ಸ್‌ಆಯಿಲ್, 6)ಲಿಫ್ಟಿಂಗ್ ಹಾಗೂ 7)ಮೆಗ್ಗರ್‌ಸ್ಲಿಂಗ್, 8)ಮೈಕ್ರೋವಾಟರ್ ಸರ್ವಿಸ್ ಮತ್ತು 9)ಆಯಿಲ್‌ಫಿಲ್ಟರ್, 10)ಡೀಸೆಲ್ ಫಿಲ್ಟರ್, 11)ಏರ್ ಫಿಲ್ಟರ್, 12)ಜನರಲ್ ಚೆಕ್–ಅಪ್, 13) 2 ಟೈರ್ 14) ಬೇರಿಂಗ್ ಏರ್ ಹಾಗೂ ಇತರೆ [924, 1104, 1421, 1177]
website: ವೆಬ್ ಸೈಟ್:www.sirugupppacity.mrc.gov.in [66, 359, 296, 373]
office-name-english: CITY MUNICIPAL COUNCIL SIRUGUPPA. [875, 340, 1205, 358]
row-serial: 13 [660, 1543, 711, 1635]
table-row [660, 572, 1421, 640]
row-vehicle [711, 1359, 924, 1451]
vehicle-type: (TATA ACE AUTO) [760, 1071, 874, 1087]
row-serial: 15 [660, 1727, 711, 1800]
header-repairs: ದುರಸ್ತಿ ವಿವರ [924, 539, 1421, 572]
table-row [660, 1177, 1421, 1267]
row-serial: 02 [660, 640, 711, 709]
row-vehicle [711, 2124, 924, 2248]
vehicle-type: (TATA ACE AUTO) [760, 606, 874, 621]
table-row [660, 1543, 1421, 1635]
vehicle-type: (TATA ACE AUTO) [760, 837, 874, 853]
row-repairs: 1)ಇಂಜಿನ್‌ಆಯಿಲ್, 2)ಕೂಲೆಂಟ್‌ಆಯಿಲ್, 3)ಬ್ರೇಕ್‌ಆಯಿಲ್, 4)ಹೈಡ್ರೋ ಆಯಿಲ್, 5)ಗೇರ್‌ಬಾಕ್ಸ್‌ಆಯಿಲ್, 6)ಲಿಫ್ಟಿಂಗ್ ಹಾಗೂ 7)ಮೆಗ್ಗರ್‌ಸ್ಲಿಂಗ್, 8)ಮೈಕ್ರೋವಾಟರ್ ಸರ್ವಿಸ್ ಮತ್ತು 9)ಆಯಿಲ್‌ಫಿಲ್ಟರ್, 10)ಡೀಸೆಲ್ ಫಿಲ್ಟರ್, 11)ಏರ್ ಫಿಲ್ಟರ್, 12)ಜನರಲ್ ಚೆಕ್–ಅಪ್ ಹಾಗೂ ಇತರೆ [924, 2058, 1421, 2124]
vehicle-number: 30ಸ್ಟ್ರಾಕ್ ಟೈನ್ ಜೆ.ಸಿ.ಬಿ [765, 2003, 869, 2019]
reference-number: ಸಂ/ನಸಸಿ/ಆ.ವಾ/ಆ.ಶ/2025–26 [66, 388, 229, 403]
govt-label-left: ಕರ್ನಾಟಕ [281, 261, 318, 275]
table-row [660, 2058, 1421, 2124]
row-vehicle [711, 709, 924, 795]
row-vehicle [711, 1267, 924, 1359]
row-vehicle [711, 1727, 924, 1800]
reference-number: ಸಂ.ನಸಸಿ/ನೈ.ವಿ./ವಾಹನ/2025–26 [660, 401, 824, 416]
vehicle-number: KA 34 B 9844 [776, 1672, 858, 1688]
